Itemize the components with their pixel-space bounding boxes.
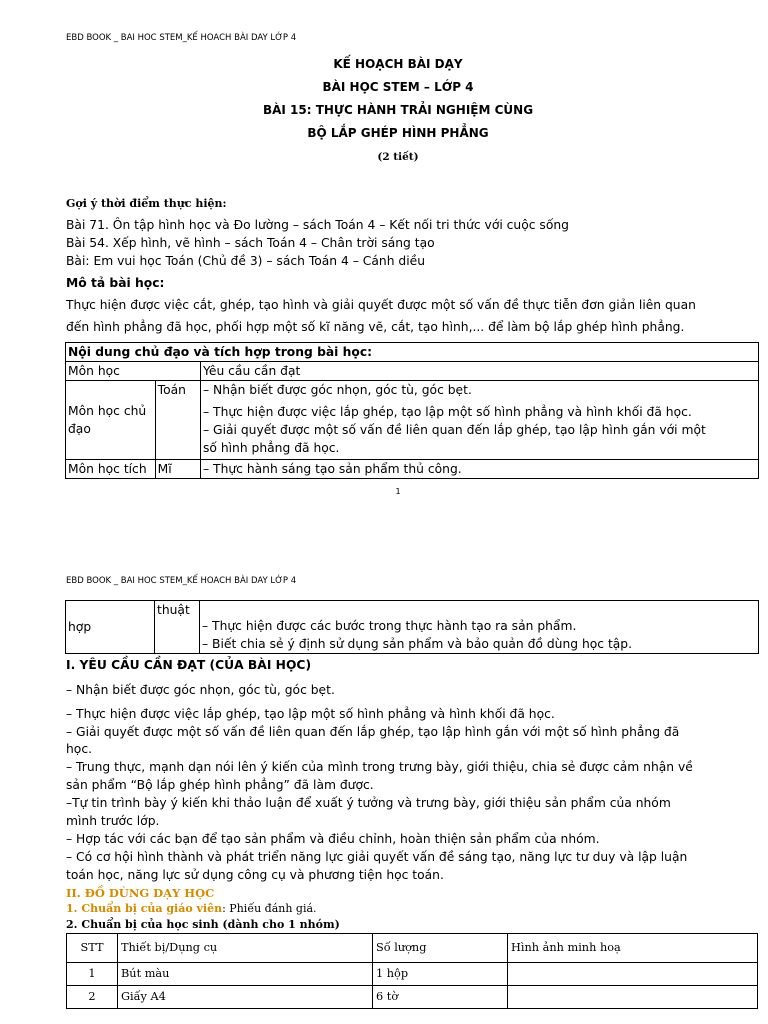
description-heading: Mô tả bài học: <box>66 276 165 290</box>
content-table <box>65 342 759 479</box>
header-image: Hình ảnh minh hoạ <box>508 934 758 963</box>
equipment-table <box>66 933 758 1009</box>
suggest-heading: Gợi ý thời điểm thực hiện: <box>66 197 227 210</box>
header-qty: Số lượng <box>373 934 508 963</box>
section-2-heading: II. ĐỒ DÙNG DẠY HỌC <box>66 886 215 900</box>
req-line-3a: – Giải quyết được một số vấn đề liên quan đến lắp ghép, tạo lập hình gắn với một số hình phẳng đã <box>66 725 680 739</box>
main-label-1: Môn học chủ <box>68 404 147 418</box>
equipment-header-row <box>67 934 758 963</box>
integrated-sub-cont: thuật <box>155 601 200 654</box>
col-requirement: Yêu cầu cần đạt <box>201 362 759 381</box>
req-line-5b: mình trước lớp. <box>66 814 160 828</box>
req-line-3b: học. <box>66 742 92 756</box>
suggest-item-2: Bài 54. Xếp hình, vẽ hình – sách Toán 4 – Chân trời sáng tạo <box>66 236 435 250</box>
table-row <box>67 986 758 1009</box>
header-item: Thiết bị/Dụng cụ <box>118 934 373 963</box>
req-line-6: – Hợp tác với các bạn để tạo sản phẩm và điều chỉnh, hoàn thiện sản phẩm của nhóm. <box>66 832 600 846</box>
main-req-cell <box>201 381 759 460</box>
main-sub-cell: Toán <box>155 381 200 460</box>
row-1-stt: 1 <box>67 963 118 986</box>
suggest-item-1: Bài 71. Ôn tập hình học và Đo lường – sách Toán 4 – Kết nối tri thức với cuộc sống <box>66 218 569 232</box>
req-line-7b: toán học, năng lực sử dụng công cụ và phương tiện học toán. <box>66 868 444 882</box>
header-stt: STT <box>67 934 118 963</box>
integrated-sub-cell: Mĩ <box>155 460 200 479</box>
main-req-3a: – Giải quyết được một số vấn đề liên quan đến lắp ghép, tạo lập hình gắn với một <box>203 423 706 437</box>
main-label-2: đạo <box>68 422 91 436</box>
row-1-image <box>508 963 758 986</box>
lesson-duration: (2 tiết) <box>377 151 419 163</box>
teacher-prep-label: 1. Chuẩn bị của giáo viên <box>66 902 223 915</box>
lesson-title-2: BỘ LẮP GHÉP HÌNH PHẲNG <box>307 126 489 140</box>
content-table-continued <box>65 600 759 654</box>
req-line-7a: – Có cơ hội hình thành và phát triển năng lực giải quyết vấn đề sáng tạo, năng lực tư duy và lập luận <box>66 850 688 864</box>
description-line-2: đến hình phẳng đã học, phối hợp một số kĩ năng vẽ, cắt, tạo hình,... để làm bộ lắp ghép hình phẳng. <box>66 320 685 334</box>
content-table-heading: Nội dung chủ đạo và tích hợp trong bài học: <box>66 343 759 362</box>
int-req-3: – Biết chia sẻ ý định sử dụng sản phẩm và bảo quản đồ dùng học tập. <box>202 637 633 651</box>
section-1-heading: I. YÊU CẦU CẦN ĐẠT (CỦA BÀI HỌC) <box>66 658 312 672</box>
row-2-stt: 2 <box>67 986 118 1009</box>
row-2-image <box>508 986 758 1009</box>
req-line-4b: sản phẩm “Bộ lắp ghép hình phẳng” đã làm được. <box>66 778 374 792</box>
integrated-label-cont: hợp <box>66 601 155 654</box>
student-prep-label: 2. Chuẩn bị của học sinh (dành cho 1 nhóm) <box>66 918 340 931</box>
doc-subtitle: BÀI HỌC STEM – LỚP 4 <box>322 80 474 94</box>
req-line-4a: – Trung thực, mạnh dạn nói lên ý kiến của mình trong trưng bày, giới thiệu, chia sẻ được cảm nhận về <box>66 760 693 774</box>
description-line-1: Thực hiện được việc cắt, ghép, tạo hình và giải quyết được một số vấn đề thực tiễn đơn giản liên quan <box>66 298 696 312</box>
row-2-qty: 6 tờ <box>373 986 508 1009</box>
req-line-5a: –Tự tin trình bày ý kiến khi thảo luận để xuất ý tưởng và trưng bày, giới thiệu sản phẩm của nhóm <box>66 796 671 810</box>
main-subject-cell <box>66 381 156 460</box>
suggest-item-3: Bài: Em vui học Toán (Chủ đề 3) – sách Toán 4 – Cánh diều <box>66 254 425 268</box>
int-req-2: – Thực hiện được các bước trong thực hành tạo ra sản phẩm. <box>202 619 577 633</box>
row-1-item: Bút màu <box>118 963 373 986</box>
main-req-1: – Nhận biết được góc nhọn, góc tù, góc bẹt. <box>203 383 472 397</box>
row-1-qty: 1 hộp <box>373 963 508 986</box>
req-line-2: – Thực hiện được việc lắp ghép, tạo lập một số hình phẳng và hình khối đã học. <box>66 707 555 721</box>
int-req-1: – Thực hành sáng tạo sản phẩm thủ công. <box>201 460 759 479</box>
integrated-label-cell: Môn học tích <box>66 460 156 479</box>
page-number: 1 <box>395 487 401 496</box>
main-req-2: – Thực hiện được việc lắp ghép, tạo lập một số hình phẳng và hình khối đã học. <box>203 405 692 419</box>
int-req-cell <box>200 601 759 654</box>
page-header: EBD BOOK _ BAI HOC STEM_KẾ HOACH BÀI DAY LỚP 4 <box>66 33 297 43</box>
table-row <box>67 963 758 986</box>
doc-title: KẾ HOẠCH BÀI DẠY <box>333 57 463 71</box>
row-2-item: Giấy A4 <box>118 986 373 1009</box>
lesson-title: BÀI 15: THỰC HÀNH TRẢI NGHIỆM CÙNG <box>262 103 534 117</box>
col-subject: Môn học <box>66 362 201 381</box>
teacher-prep-text: : Phiếu đánh giá. <box>222 902 317 915</box>
page-header-2: EBD BOOK _ BAI HOC STEM_KẾ HOACH BÀI DAY LỚP 4 <box>66 576 297 586</box>
main-req-3b: số hình phẳng đã học. <box>203 441 340 455</box>
req-line-1: – Nhận biết được góc nhọn, góc tù, góc bẹt. <box>66 683 335 697</box>
